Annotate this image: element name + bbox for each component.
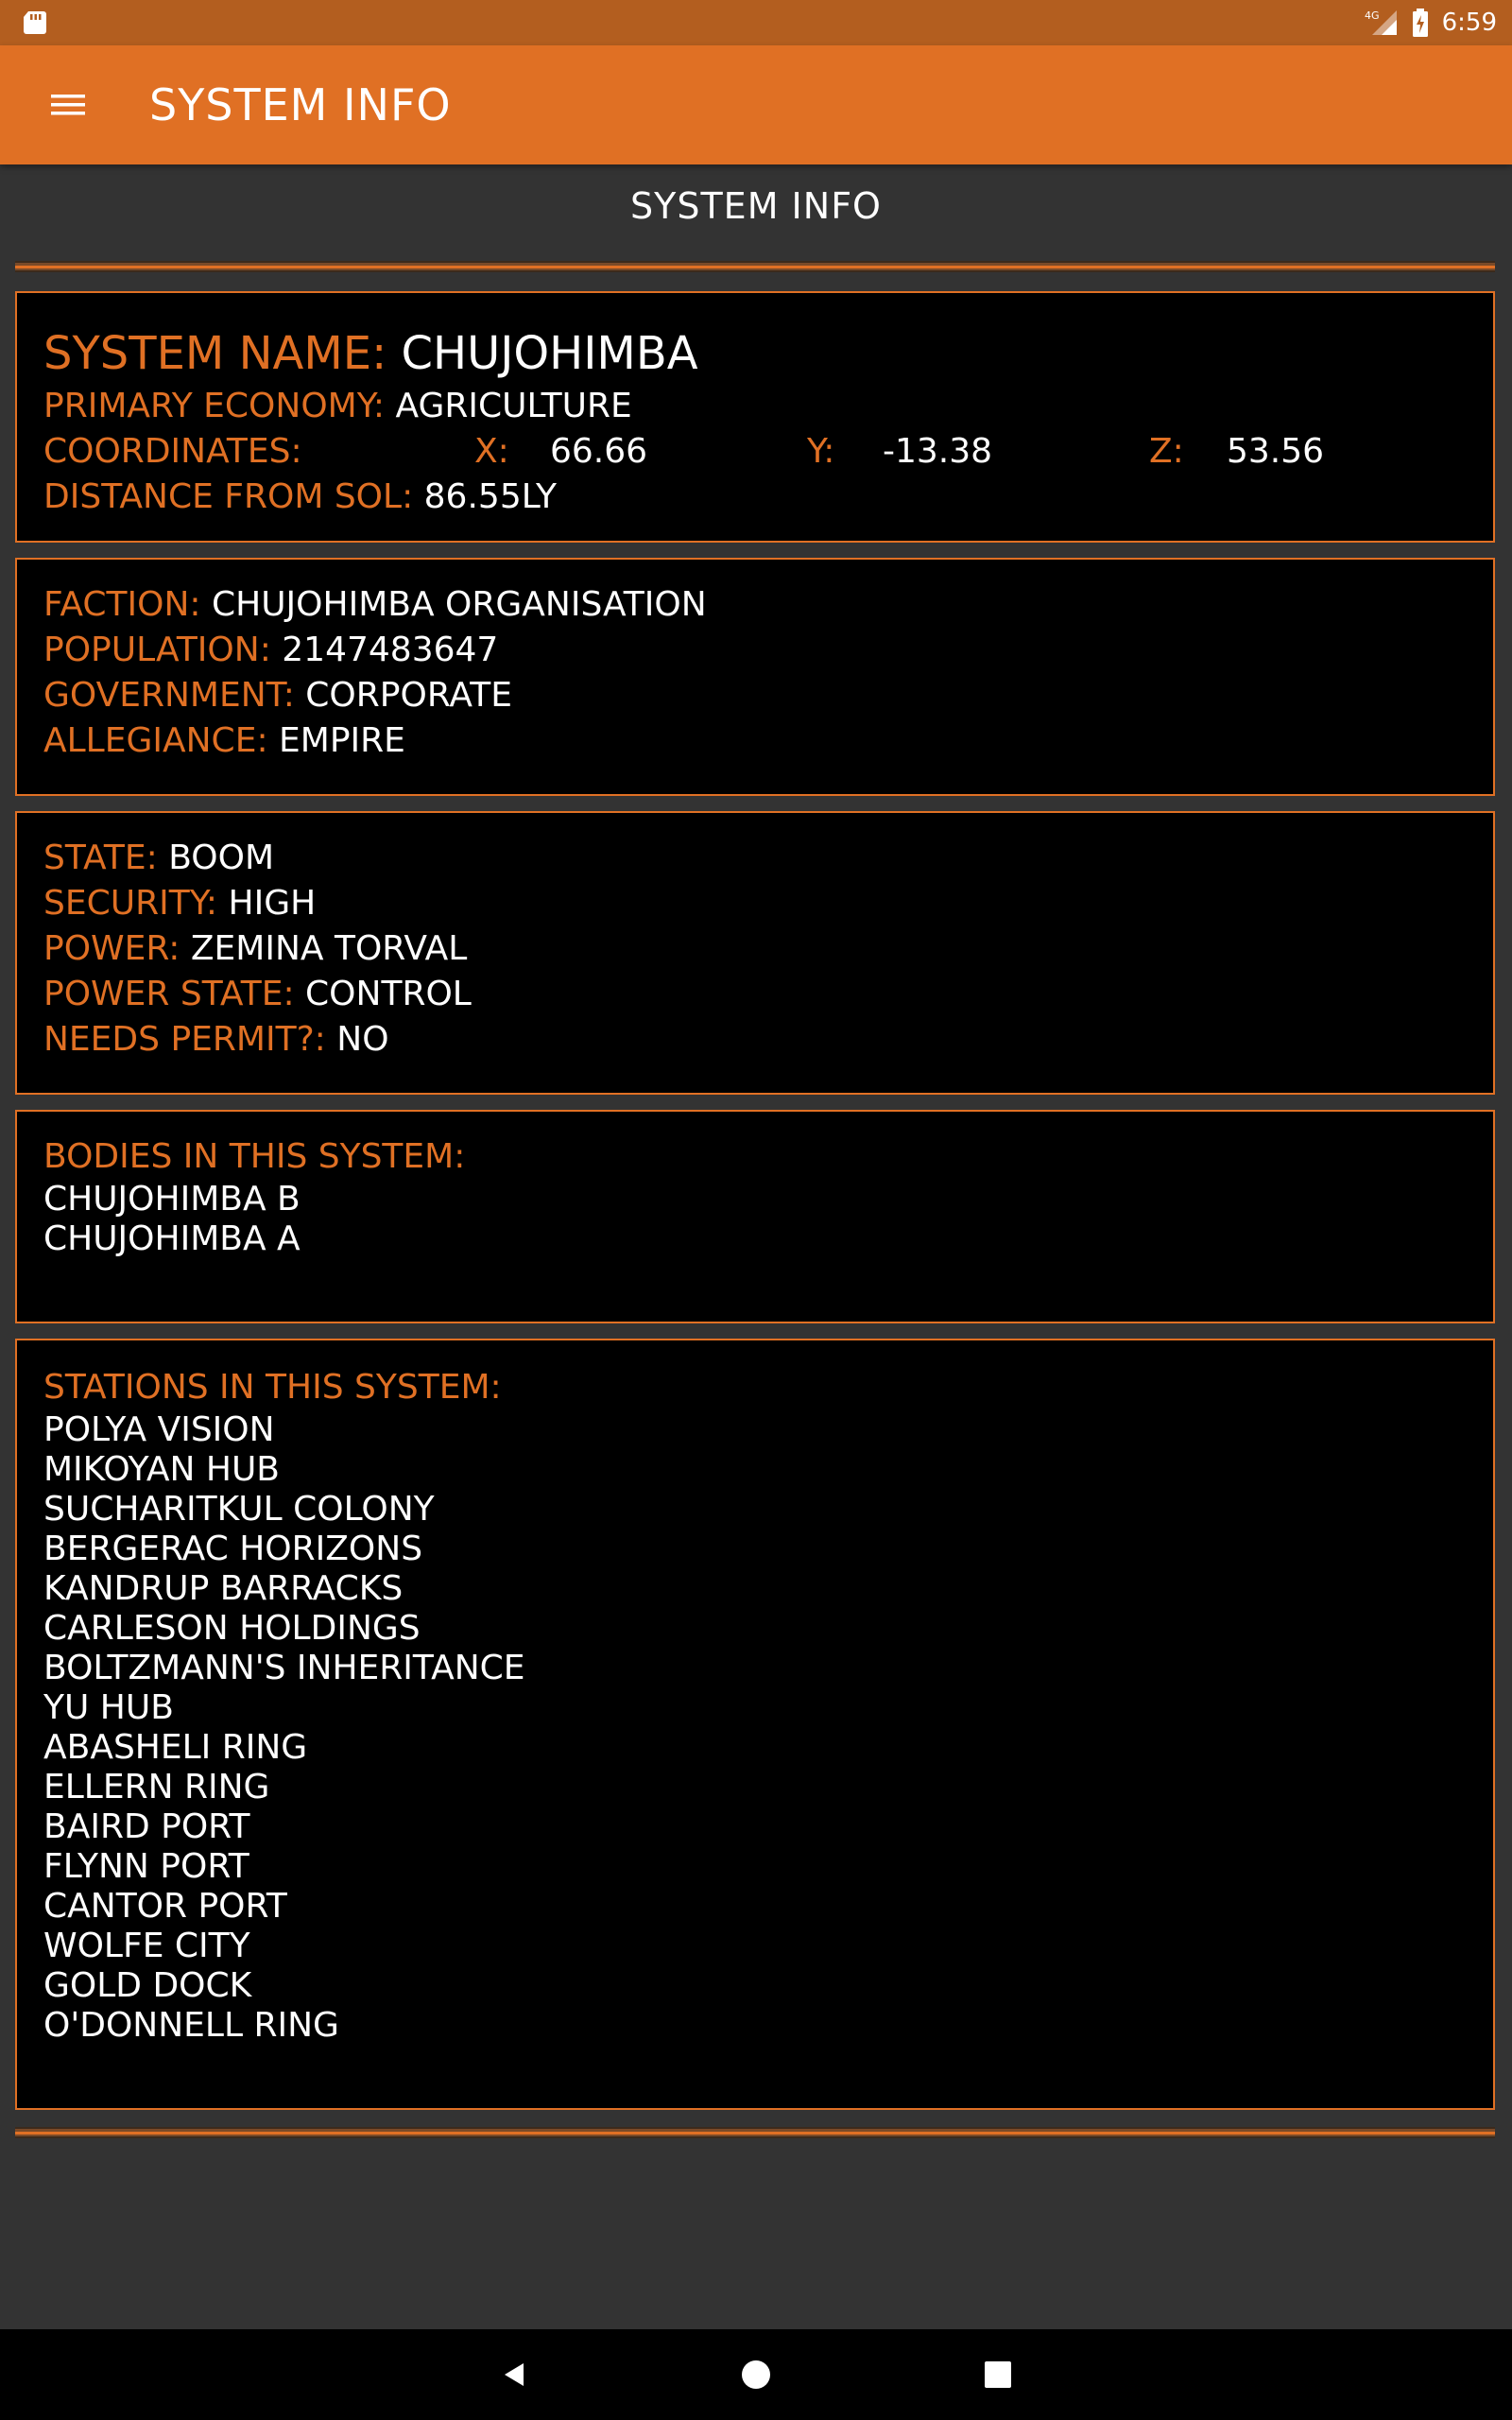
home-icon[interactable]: [733, 2352, 779, 2397]
security-label: SECURITY:: [43, 884, 218, 923]
allegiance-label: ALLEGIANCE:: [43, 721, 268, 760]
power-label: POWER:: [43, 929, 180, 968]
power-state-label: POWER STATE:: [43, 975, 295, 1013]
station-item: KANDRUP BARRACKS: [43, 1569, 404, 1608]
station-item: BAIRD PORT: [43, 1807, 250, 1846]
y-label: Y:: [807, 432, 835, 471]
station-item: YU HUB: [43, 1688, 174, 1727]
state-value: BOOM: [168, 838, 274, 877]
state-label: STATE:: [43, 838, 158, 877]
x-value: 66.66: [550, 432, 648, 471]
status-bar: [0, 0, 1512, 45]
body-item: CHUJOHIMBA B: [43, 1180, 301, 1219]
station-item: SUCHARITKUL COLONY: [43, 1490, 435, 1529]
station-item: MIKOYAN HUB: [43, 1450, 280, 1489]
population-label: POPULATION:: [43, 631, 271, 669]
government-label: GOVERNMENT:: [43, 676, 295, 715]
station-item: O'DONNELL RING: [43, 2006, 339, 2045]
population-row: [43, 628, 1493, 673]
station-item: CARLESON HOLDINGS: [43, 1609, 421, 1648]
power-value: ZEMINA TORVAL: [190, 929, 468, 968]
permit-value: NO: [336, 1020, 389, 1059]
government-value: CORPORATE: [305, 676, 512, 715]
distance-value: 86.55LY: [423, 477, 557, 516]
station-item: CANTOR PORT: [43, 1887, 287, 1926]
system-name-label: SYSTEM NAME:: [43, 327, 387, 380]
station-item: ELLERN RING: [43, 1768, 270, 1806]
app-bar-title: SYSTEM INFO: [149, 79, 452, 130]
power-state-value: CONTROL: [305, 975, 472, 1013]
system-name-value: CHUJOHIMBA: [401, 327, 698, 380]
network-type: 4G: [1364, 9, 1380, 22]
recents-icon[interactable]: [975, 2352, 1021, 2397]
back-icon[interactable]: [491, 2352, 537, 2397]
power-state-row: [43, 972, 1493, 1017]
state-row: [43, 836, 1493, 881]
station-item: POLYA VISION: [43, 1410, 275, 1449]
body-item: CHUJOHIMBA A: [43, 1219, 301, 1258]
navigation-bar: [0, 2329, 1512, 2420]
bodies-heading: BODIES IN THIS SYSTEM:: [43, 1137, 466, 1176]
faction-label: FACTION:: [43, 585, 201, 624]
population-value: 2147483647: [282, 631, 499, 669]
allegiance-value: EMPIRE: [279, 721, 405, 760]
economy-label: PRIMARY ECONOMY:: [43, 387, 386, 425]
status-time: 6:59: [1441, 9, 1497, 37]
economy-row: [43, 384, 1493, 429]
page-title: SYSTEM INFO: [630, 185, 882, 227]
distance-row: [43, 475, 1493, 520]
station-item: BERGERAC HORIZONS: [43, 1530, 423, 1568]
z-label: Z:: [1149, 432, 1184, 471]
station-item: WOLFE CITY: [43, 1927, 250, 1965]
bodies-list: [43, 1180, 1493, 1259]
allegiance-row: [43, 718, 1493, 764]
sd-card-icon: [23, 11, 47, 34]
y-value: -13.38: [883, 432, 993, 471]
security-row: [43, 881, 1493, 926]
faction-value: CHUJOHIMBA ORGANISATION: [212, 585, 707, 624]
station-item: BOLTZMANN'S INHERITANCE: [43, 1649, 525, 1687]
distance-label: DISTANCE FROM SOL:: [43, 477, 414, 516]
economy-value: AGRICULTURE: [395, 387, 632, 425]
bottom-divider: [15, 2127, 1495, 2138]
system-panel: [15, 291, 1495, 543]
top-divider: [15, 261, 1495, 272]
signal-icon: [1365, 9, 1399, 37]
bodies-panel: [15, 1110, 1495, 1323]
faction-panel: [15, 558, 1495, 796]
battery-charging-icon: [1412, 9, 1429, 37]
coordinates-label: COORDINATES:: [43, 432, 302, 471]
coordinates-row: [43, 429, 1493, 475]
power-row: [43, 926, 1493, 972]
station-item: FLYNN PORT: [43, 1847, 249, 1886]
state-panel: [15, 811, 1495, 1095]
system-name-row: [43, 323, 1493, 384]
security-value: HIGH: [228, 884, 317, 923]
permit-label: NEEDS PERMIT?:: [43, 1020, 326, 1059]
station-item: ABASHELI RING: [43, 1728, 308, 1767]
faction-row: [43, 582, 1493, 628]
station-item: GOLD DOCK: [43, 1966, 252, 2005]
app-bar: [0, 45, 1512, 164]
z-value: 53.56: [1227, 432, 1325, 471]
x-label: X:: [474, 432, 509, 471]
stations-heading: STATIONS IN THIS SYSTEM:: [43, 1368, 502, 1407]
permit-row: [43, 1017, 1493, 1063]
government-row: [43, 673, 1493, 718]
stations-list: [43, 1410, 1493, 2046]
stations-panel: [15, 1339, 1495, 2110]
hamburger-menu-icon[interactable]: [49, 91, 87, 119]
